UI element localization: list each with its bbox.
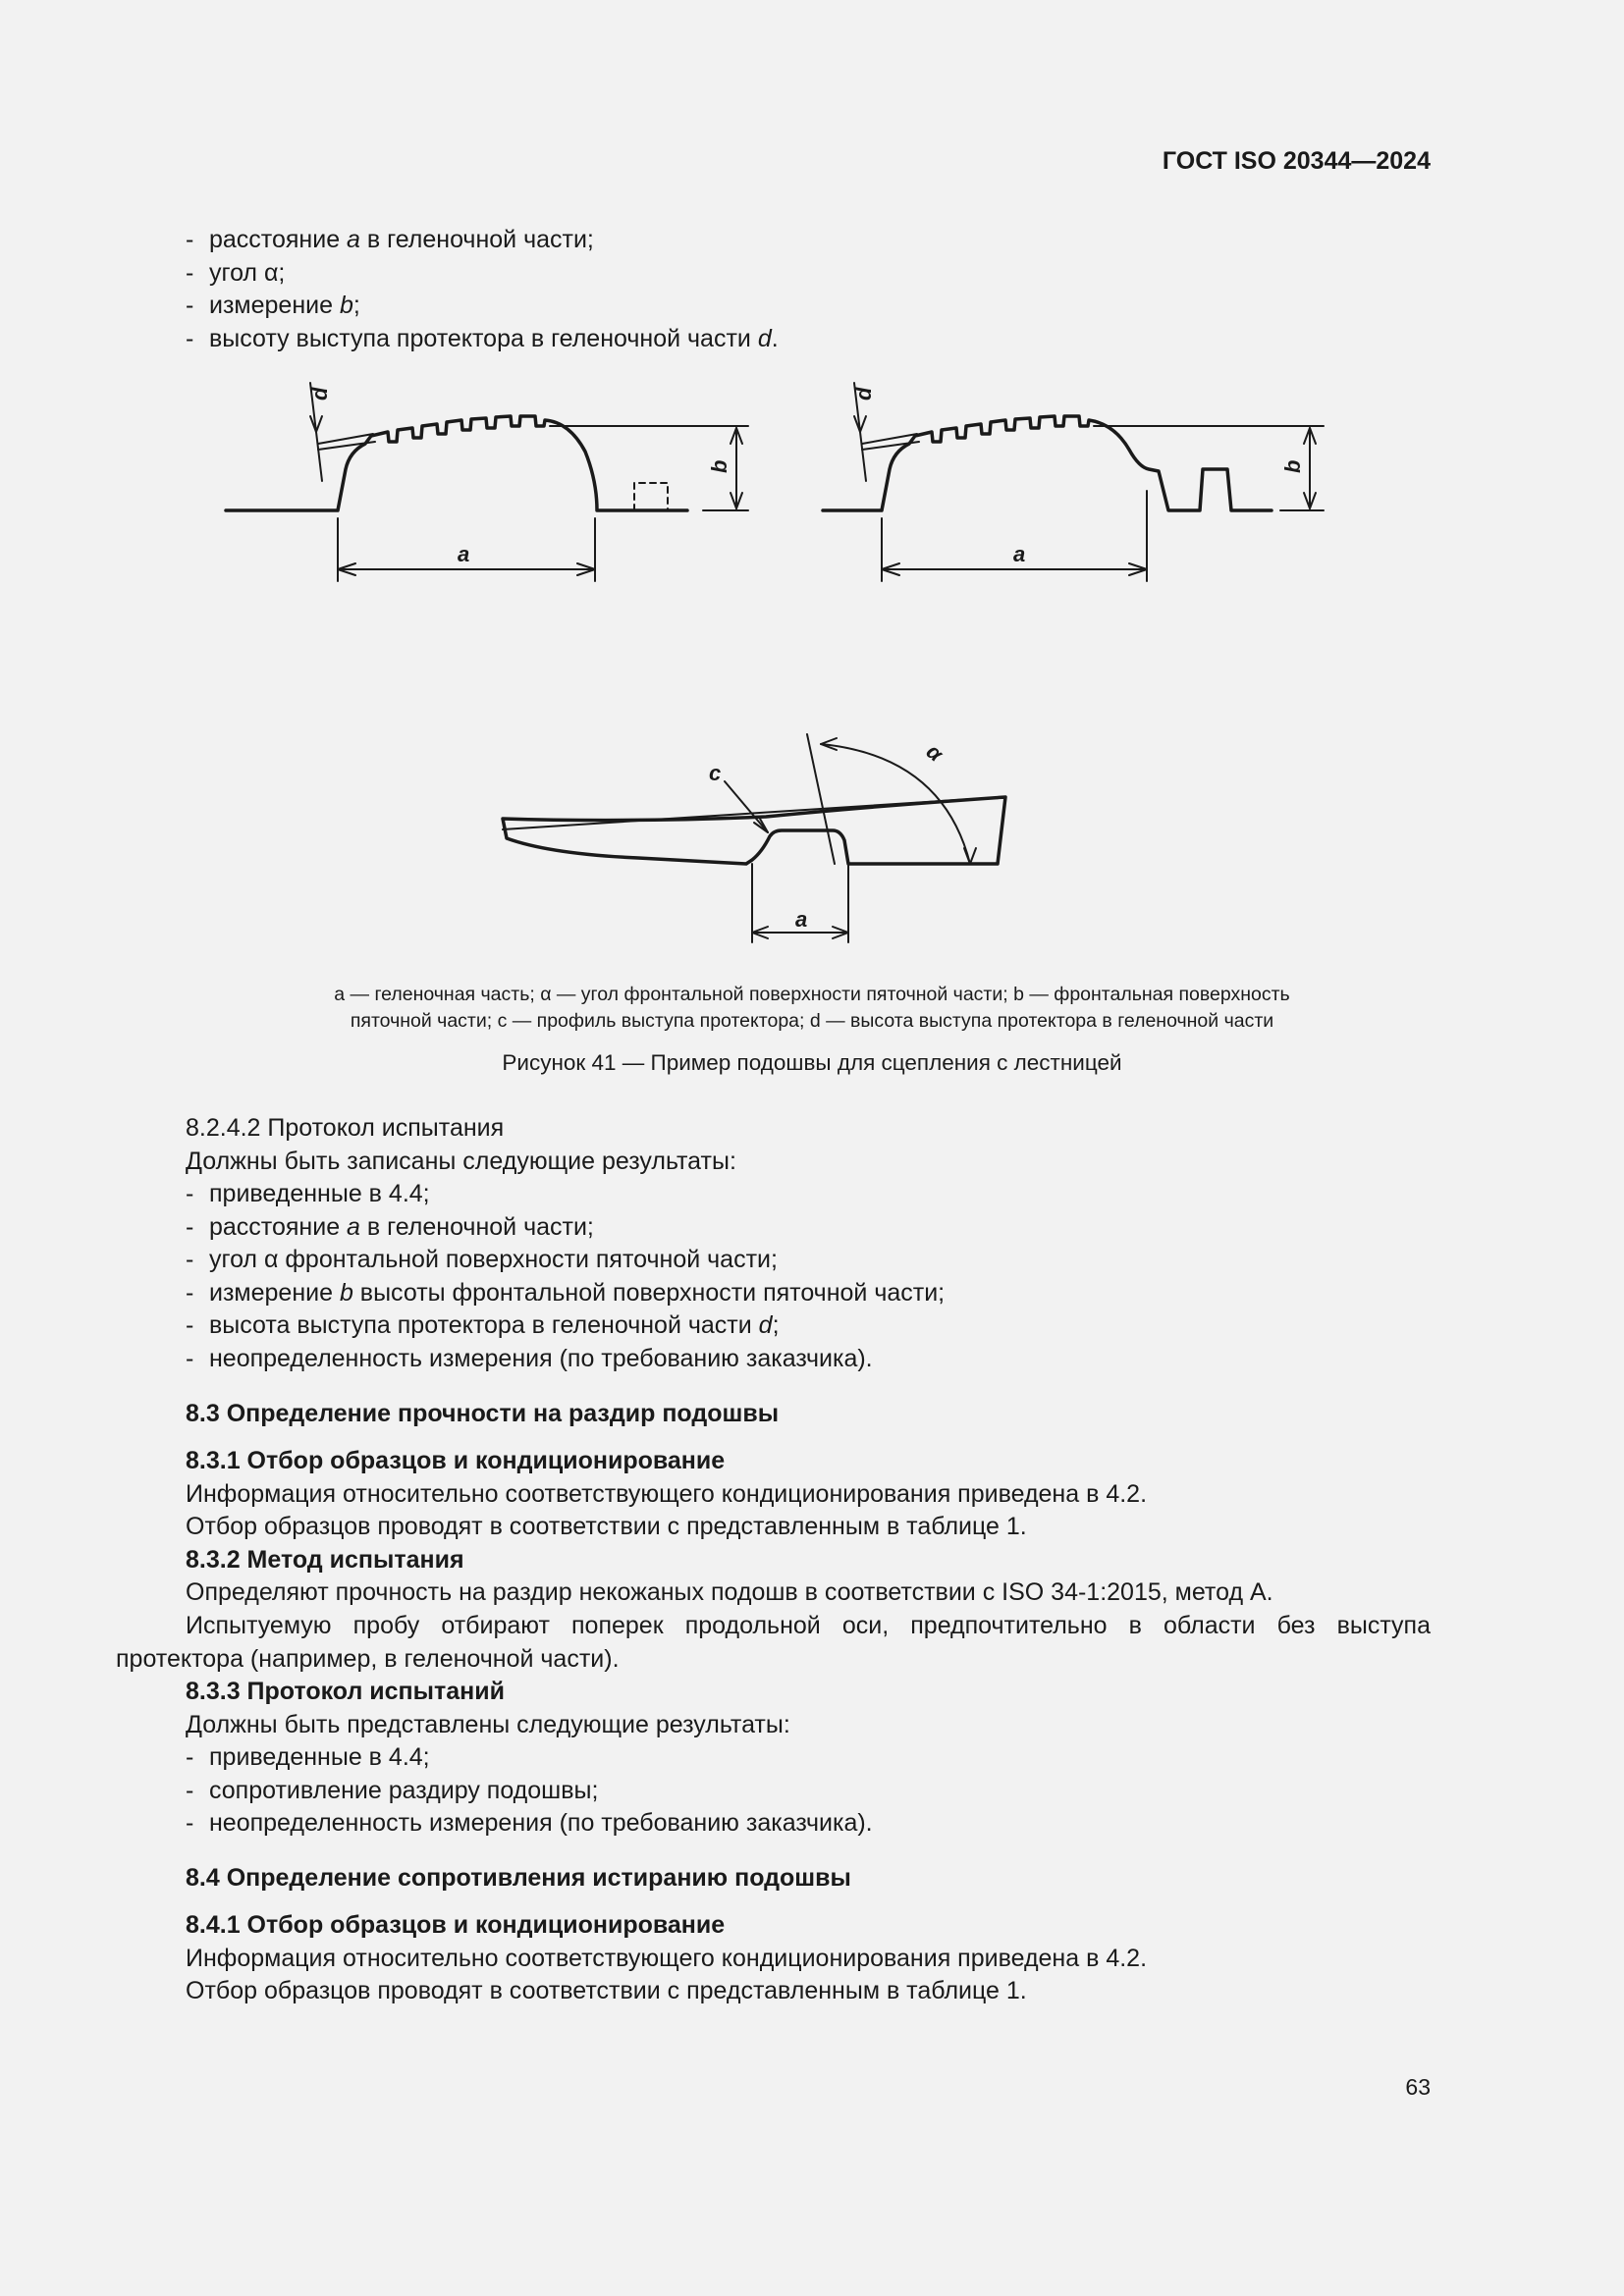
section-84	[186, 1862, 851, 1896]
paragraph-justified	[116, 1610, 1431, 1676]
section-heading: 8.4.1 Отбор образцов и кондиционирование	[186, 1911, 726, 1939]
section-heading: 8.3.3 Протокол испытаний	[186, 1678, 505, 1705]
heel-angle-line	[807, 734, 835, 864]
paragraph: Определяют прочность на раздир некожаных подошв в соответствии с ISO 34-1:2015, метод А.	[186, 1578, 1273, 1606]
section-831	[186, 1445, 1273, 1610]
label-a-bottom: a	[795, 907, 808, 932]
paragraph: Информация относительно соответствующего кондиционирования приведена в 4.2.	[186, 1479, 1148, 1508]
paragraph: Отбор образцов проводят в соответствии с представленным в таблице 1.	[186, 1513, 1027, 1540]
section-8242	[186, 1112, 945, 1375]
label-a-right: a	[1013, 542, 1026, 566]
right-sole-outline	[823, 416, 1272, 510]
label-b-left: b	[707, 459, 731, 473]
figure-legend-line: пяточной части; c — профиль выступа протектора; d — высота выступа протектора в геленочной части	[350, 1010, 1274, 1032]
section-heading: 8.3.1 Отбор образцов и кондиционирование	[186, 1447, 726, 1474]
label-d-left: d	[307, 387, 332, 400]
list-item: - расстояние a в геленочной части;	[186, 226, 594, 253]
list-item: - неопределенность измерения (по требованию заказчика).	[186, 1809, 873, 1837]
list-item: - высота выступа протектора в геленочной части d;	[186, 1311, 780, 1339]
label-b-right: b	[1280, 459, 1305, 473]
figure-legend-line: a — геленочная часть; α — угол фронтальной поверхности пяточной части; b — фронтальная поверхность	[334, 984, 1290, 1005]
document-header: ГОСТ ISO 20344—2024	[1162, 147, 1431, 175]
section-83	[186, 1398, 779, 1431]
list-item: - угол α фронтальной поверхности пяточной части;	[186, 1246, 778, 1273]
paragraph-line: протектора (например, в геленочной части).	[116, 1644, 620, 1673]
left-sole-outline	[226, 416, 687, 510]
list-item: - измерение b высоты фронтальной поверхности пяточной части;	[186, 1278, 946, 1307]
list-item: - измерение b;	[186, 292, 360, 319]
list-item: - приведенные в 4.4;	[186, 1180, 430, 1207]
list-item: - сопротивление раздиру подошвы;	[186, 1776, 599, 1804]
paragraph: Отбор образцов проводят в соответствии с представленным в таблице 1.	[186, 1977, 1027, 2004]
section-841	[186, 1909, 1147, 2008]
label-d-right: d	[851, 387, 876, 400]
page-number: 63	[1405, 2074, 1431, 2100]
bottom-profile-outline	[503, 797, 1005, 864]
figure-41-drawing	[0, 0, 1624, 962]
section-heading: 8.2.4.2 Протокол испытания	[186, 1114, 505, 1142]
section-intro: Должны быть представлены следующие результаты:	[186, 1710, 790, 1738]
label-c: c	[709, 761, 722, 785]
label-alpha: α	[921, 738, 948, 767]
section-833	[186, 1676, 873, 1841]
figure-legend	[147, 982, 1477, 1035]
section-heading: 8.4 Определение сопротивления истиранию подошвы	[186, 1864, 851, 1892]
list-item: - расстояние a в геленочной части;	[186, 1212, 594, 1241]
list-item: - угол α;	[186, 258, 286, 287]
left-dashed-box	[634, 483, 668, 510]
list-item: - неопределенность измерения (по требованию заказчика).	[186, 1344, 873, 1372]
figure-title: Рисунок 41 — Пример подошвы для сцепления с лестницей	[502, 1050, 1122, 1075]
section-intro: Должны быть записаны следующие результаты:	[186, 1147, 736, 1175]
paragraph: Информация относительно соответствующего кондиционирования приведена в 4.2.	[186, 1944, 1148, 1972]
section-heading: 8.3 Определение прочности на раздир подошвы	[186, 1400, 780, 1427]
list-item: - высоту выступа протектора в геленочной части d.	[186, 324, 779, 352]
paragraph-line: Испытуемую пробу отбирают поперек продольной оси, предпочтительно в области без выступа	[186, 1612, 1431, 1639]
label-a-left: a	[458, 542, 470, 566]
list-item: - приведенные в 4.4;	[186, 1743, 430, 1771]
section-heading: 8.3.2 Метод испытания	[186, 1545, 464, 1574]
